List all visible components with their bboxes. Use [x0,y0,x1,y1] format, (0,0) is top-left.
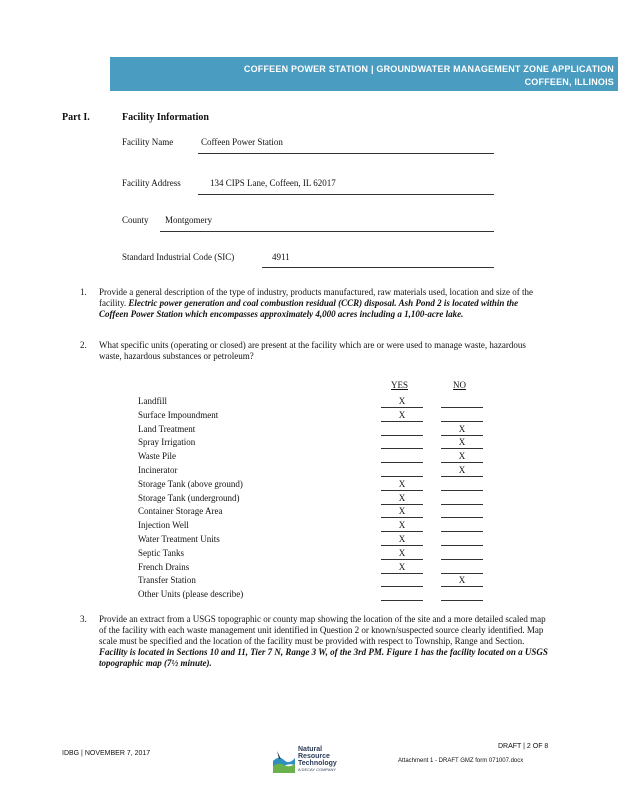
logo-line-3: Technology [298,760,337,767]
unit-yes-mark[interactable]: X [398,561,406,572]
county-underline [160,231,494,232]
no-header: NO [453,380,466,390]
facility-address-underline [198,194,494,195]
unit-row-label: Container Storage Area [138,506,223,517]
unit-yes-underline [381,517,423,518]
yes-header: YES [391,380,409,390]
logo-subtitle: A DECAY COMPANY [298,767,337,772]
unit-yes-underline [381,448,423,449]
unit-yes-underline [381,545,423,546]
footer-date: IDBG | NOVEMBER 7, 2017 [62,750,151,757]
footer-page: DRAFT | 2 OF 8 [498,743,549,750]
question-1-number: 1. [80,287,87,297]
question-3-number: 3. [80,614,87,624]
unit-yes-underline [381,407,423,408]
unit-row-label: Storage Tank (above ground) [138,478,243,489]
facility-name-label: Facility Name [122,137,174,147]
question-2-number: 2. [80,340,87,350]
unit-yes-mark[interactable]: X [398,520,406,531]
facility-name-value[interactable]: Coffeen Power Station [201,137,283,147]
unit-yes-mark[interactable]: X [398,478,406,489]
unit-no-underline [441,407,483,408]
unit-yes-mark[interactable]: X [398,409,406,420]
unit-yes-underline [381,504,423,505]
question-3-prompt: Provide an extract from a USGS topographic or county map showing the location of the site and a more detailed scaled map of the facility with each waste management unit identified in Question 2 or known/suspected source clearly identified. Map scale must be specified and the location of the facility must be provided with respect to Township, Range and Section. [99,614,546,646]
unit-row-label: Storage Tank (underground) [138,492,240,503]
unit-yes-underline [381,435,423,436]
logo-line-1: Natural [298,746,323,753]
unit-yes-mark[interactable]: X [398,396,406,406]
unit-no-underline [441,559,483,560]
unit-no-mark[interactable]: X [458,437,466,448]
unit-no-underline [441,600,483,601]
logo-text [298,746,337,772]
unit-yes-underline [381,586,423,587]
county-value[interactable]: Montgomery [165,215,212,225]
unit-row-label: Landfill [138,396,167,406]
unit-no-underline [441,435,483,436]
unit-no-underline [441,586,483,587]
unit-no-underline [441,421,483,422]
unit-no-underline [441,531,483,532]
part-label: Part I. [62,112,90,123]
unit-yes-underline [381,559,423,560]
unit-no-mark[interactable]: X [458,575,466,586]
question-1-prompt: Provide a general description of the type of industry, products manufactured, raw materials used, location and size of the facility. [99,287,534,308]
sic-label: Standard Industrial Code (SIC) [122,252,235,262]
unit-row-label: French Drains [138,561,190,572]
unit-yes-underline [381,476,423,477]
unit-yes-underline [381,421,423,422]
unit-row-label: Water Treatment Units [138,534,220,544]
unit-no-underline [441,448,483,449]
unit-yes-mark[interactable]: X [398,534,406,544]
unit-no-underline [441,504,483,505]
header-banner [110,57,618,91]
unit-yes-mark[interactable]: X [398,492,406,503]
facility-address-label: Facility Address [122,178,181,188]
sic-value[interactable]: 4911 [272,252,290,262]
unit-no-underline [441,573,483,574]
question-3-text [99,614,549,669]
unit-yes-underline [381,531,423,532]
unit-row-label: Land Treatment [138,423,196,434]
facility-name-underline [198,153,494,154]
unit-row-label: Transfer Station [138,575,196,586]
unit-row-label: Injection Well [138,520,189,531]
unit-row-label: Waste Pile [138,451,177,462]
unit-no-mark[interactable]: X [458,451,466,462]
unit-no-underline [441,476,483,477]
unit-no-mark[interactable]: X [458,465,466,475]
unit-yes-underline [381,573,423,574]
question-1-answer[interactable]: Electric power generation and coal combustion residual (CCR) disposal. Ash Pond 2 is located within the Coffeen Power Station which encompasses approximately 4,000 acres including a 1,100-acre lake. [99,298,519,319]
unit-yes-underline [381,600,423,601]
footer-attachment: Attachment 1 - DRAFT GMZ form 071007.docx [398,758,524,764]
county-label: County [122,215,149,225]
question-3-answer[interactable]: Facility is located in Sections 10 and 11, Tier 7 N, Range 3 W, of the 3rd PM. Figure 1 has the facility located on a USGS topographic map (7½ minute). [99,647,548,668]
unit-yes-mark[interactable]: X [398,506,406,517]
question-1-text [99,287,549,320]
header-location: COFFEEN, ILLINOIS [524,77,614,87]
unit-no-underline [441,462,483,463]
unit-row-label: Other Units (please describe) [138,589,244,600]
unit-yes-underline [381,490,423,491]
unit-yes-mark[interactable]: X [398,547,406,558]
unit-yes-underline [381,462,423,463]
unit-row-label: Surface Impoundment [138,409,219,420]
unit-row-label: Incinerator [138,465,178,475]
unit-no-underline [441,490,483,491]
logo-icon [273,747,295,773]
sic-underline [262,267,494,268]
unit-row-label: Septic Tanks [138,547,184,558]
unit-no-mark[interactable]: X [458,423,466,434]
facility-address-value[interactable]: 134 CIPS Lane, Coffeen, IL 62017 [210,178,336,188]
question-2-text: What specific units (operating or closed) are present at the facility which are or were used to manage waste, hazardous waste, hazardous substances or petroleum? [99,340,526,361]
unit-no-underline [441,517,483,518]
unit-no-underline [441,545,483,546]
header-title: COFFEEN POWER STATION | GROUNDWATER MANAGEMENT ZONE APPLICATION [243,64,614,74]
part-title: Facility Information [122,112,209,123]
unit-row-label: Spray Irrigation [138,437,196,448]
logo-line-2: Resource [298,753,330,760]
